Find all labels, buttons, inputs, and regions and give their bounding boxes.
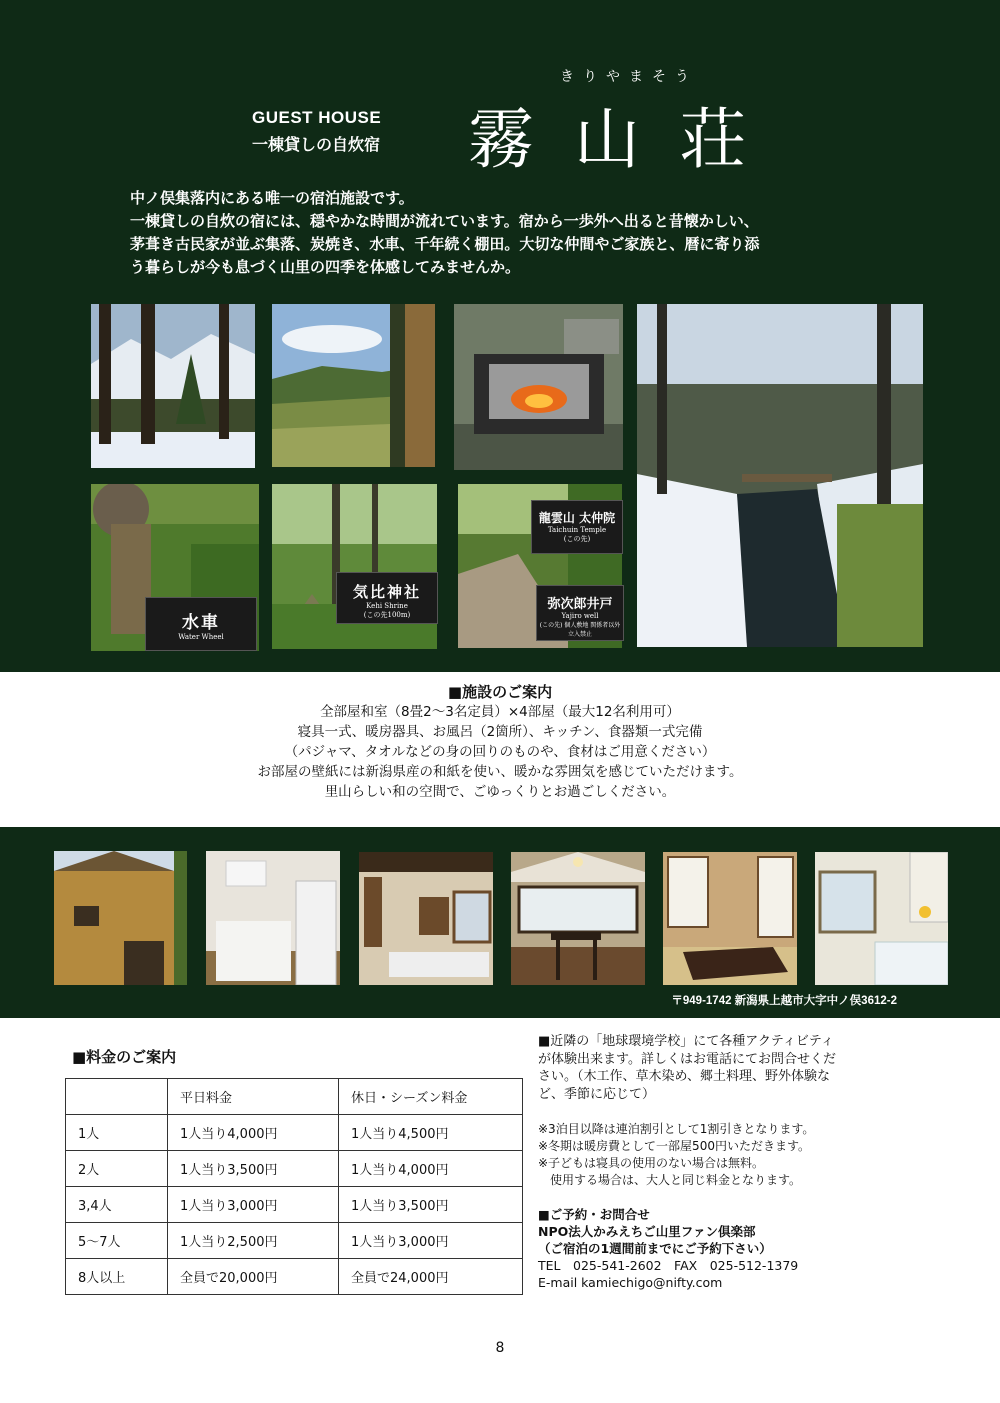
info-column [538, 1033, 928, 1291]
contact-info [538, 1206, 928, 1291]
table-cell: 全員で20,000円 [168, 1259, 339, 1295]
contact-heading: ■ご予約・お問合せ [538, 1207, 650, 1222]
note-line: ※冬期は暖房費として一部屋500円いただきます。 [538, 1139, 811, 1153]
sign-water-wheel-en: Water Wheel [178, 633, 224, 641]
table-cell: 1人当り4,000円 [339, 1151, 523, 1187]
table-row [66, 1259, 523, 1295]
activities-line: さい。（木工作、草木染め、郷土料理、野外体験な [538, 1069, 830, 1084]
table-row [66, 1115, 523, 1151]
facility-line: 里山らしい和の空間で、ごゆっくりとお過ごしください。 [324, 784, 676, 800]
table-cell: 1人当り3,000円 [168, 1187, 339, 1223]
sign-temple-jp: 龍雲山 太仲院 [538, 511, 616, 525]
title-ruby: きりやまそう [560, 69, 698, 85]
table-row [66, 1187, 523, 1223]
facility-line: 全部屋和室（8畳2～3名定員）×4部屋（最大12名利用可） [320, 704, 680, 720]
photo-shrine-path [272, 484, 437, 649]
facility-line: お部屋の壁紙には新潟県産の和紙を使い、暖かな雰囲気を感じていただけます。 [257, 764, 743, 780]
price-heading: ■料金のご案内 [72, 1048, 177, 1066]
photo-tatami-room [663, 852, 797, 985]
sign-yajiro-well [536, 585, 624, 641]
facility-line: 寝具一式、暖房器具、お風呂（2箇所）、キッチン、食器類一式完備 [297, 724, 703, 740]
sign-temple-sub: (この先) [563, 535, 591, 543]
sign-shrine-jp: 気比神社 [352, 583, 421, 601]
contact-email[interactable]: E-mail kamiechigo@nifty.com [538, 1275, 723, 1290]
sign-kehi-shrine [336, 572, 438, 624]
sign-well-en: Yajiro well [561, 612, 599, 620]
table-cell [66, 1079, 168, 1115]
intro-line: う暮らしが今も息づく山里の四季を体感してみませんか。 [130, 258, 521, 276]
note-line: ※子どもは寝具の使用のない場合は無料。 [538, 1156, 765, 1170]
table-cell: 1人当り3,000円 [339, 1223, 523, 1259]
sign-water-wheel-jp: 水車 [182, 613, 220, 633]
sign-water-wheel [145, 597, 257, 651]
facility-heading: ■施設のご案内 [447, 683, 553, 701]
table-header: 平日料金 [168, 1079, 339, 1115]
photo-terraced-fields [272, 304, 435, 467]
table-cell: 1人当り4,000円 [168, 1115, 339, 1151]
table-header: 休日・シーズン料金 [339, 1079, 523, 1115]
table-cell: 全員で24,000円 [339, 1259, 523, 1295]
table-cell: 5～7人 [66, 1223, 168, 1259]
activities-line: ど、季節に応じて） [538, 1086, 656, 1102]
photo-dining-room [511, 852, 645, 985]
table-cell: 3,4人 [66, 1187, 168, 1223]
guesthouse-label-jp: 一棟貸しの自炊宿 [252, 135, 381, 154]
photo-charcoal-burning [454, 304, 623, 470]
photo-exterior [54, 851, 187, 985]
sign-well-sub: (この先) 個人敷地 関係者以外立入禁止 [539, 622, 621, 638]
facility-info [0, 682, 1000, 802]
table-cell: 1人当り4,500円 [339, 1115, 523, 1151]
table-cell: 1人当り3,500円 [339, 1187, 523, 1223]
photo-snowy-forest [91, 304, 255, 468]
table-header-row [66, 1079, 523, 1115]
photo-kitchen [206, 851, 340, 985]
note-line: ※3泊目以降は連泊割引として1割引きとなります。 [538, 1122, 815, 1136]
activities-line: が体験出来ます。詳しくはお電話にてお問合せくだ [538, 1051, 836, 1067]
intro-text [130, 187, 900, 279]
note-line: 使用する場合は、大人と同じ料金となります。 [538, 1173, 802, 1187]
table-cell: 1人 [66, 1115, 168, 1151]
table-row [66, 1151, 523, 1187]
intro-line: 一棟貸しの自炊の宿には、穏やかな時間が流れています。宿から一歩外へ出ると昔懐かしい、 [130, 212, 759, 230]
contact-note: （ご宿泊の1週間前までにご予約下さい） [538, 1241, 772, 1256]
intro-line: 茅葺き古民家が並ぶ集落、炭焼き、水車、千年続く棚田。大切な仲間やご家族と、暦に寄り添 [130, 235, 760, 253]
sign-shrine-en: Kehi Shrine [366, 602, 408, 610]
table-cell: 1人当り2,500円 [168, 1223, 339, 1259]
table-row [66, 1223, 523, 1259]
price-table [65, 1078, 523, 1295]
price-notes [538, 1121, 928, 1189]
contact-phone[interactable]: TEL 025-541-2602 FAX 025-512-1379 [538, 1258, 799, 1273]
guesthouse-label-en: GUEST HOUSE [252, 108, 382, 127]
page-title: 霧山荘 [468, 101, 786, 178]
table-cell: 8人以上 [66, 1259, 168, 1295]
intro-line: 中ノ俣集落内にある唯一の宿泊施設です。 [130, 189, 414, 207]
activities-line: ■近隣の「地球環境学校」にて各種アクティビティ [538, 1034, 834, 1049]
table-cell: 1人当り3,500円 [168, 1151, 339, 1187]
page-number: 8 [495, 1340, 505, 1356]
address: 〒949-1742 新潟県上越市大字中ノ俣3612-2 [671, 995, 897, 1007]
sign-shrine-sub: (この先100m) [363, 611, 411, 619]
facility-line: （パジャマ、タオルなどの身の回りのものや、食材はご用意ください） [284, 744, 716, 760]
photo-washroom [359, 852, 493, 985]
sign-temple-en: Taichuin Temple [547, 526, 607, 534]
photo-snowy-river [637, 304, 923, 647]
contact-org: NPO法人かみえちご山里ファン倶楽部 [538, 1224, 756, 1239]
sign-well-jp: 弥次郎井戸 [547, 597, 613, 612]
photo-bathroom [815, 852, 948, 985]
sign-taichuin-temple [531, 500, 623, 554]
table-cell: 2人 [66, 1151, 168, 1187]
activities-text [538, 1033, 928, 1103]
